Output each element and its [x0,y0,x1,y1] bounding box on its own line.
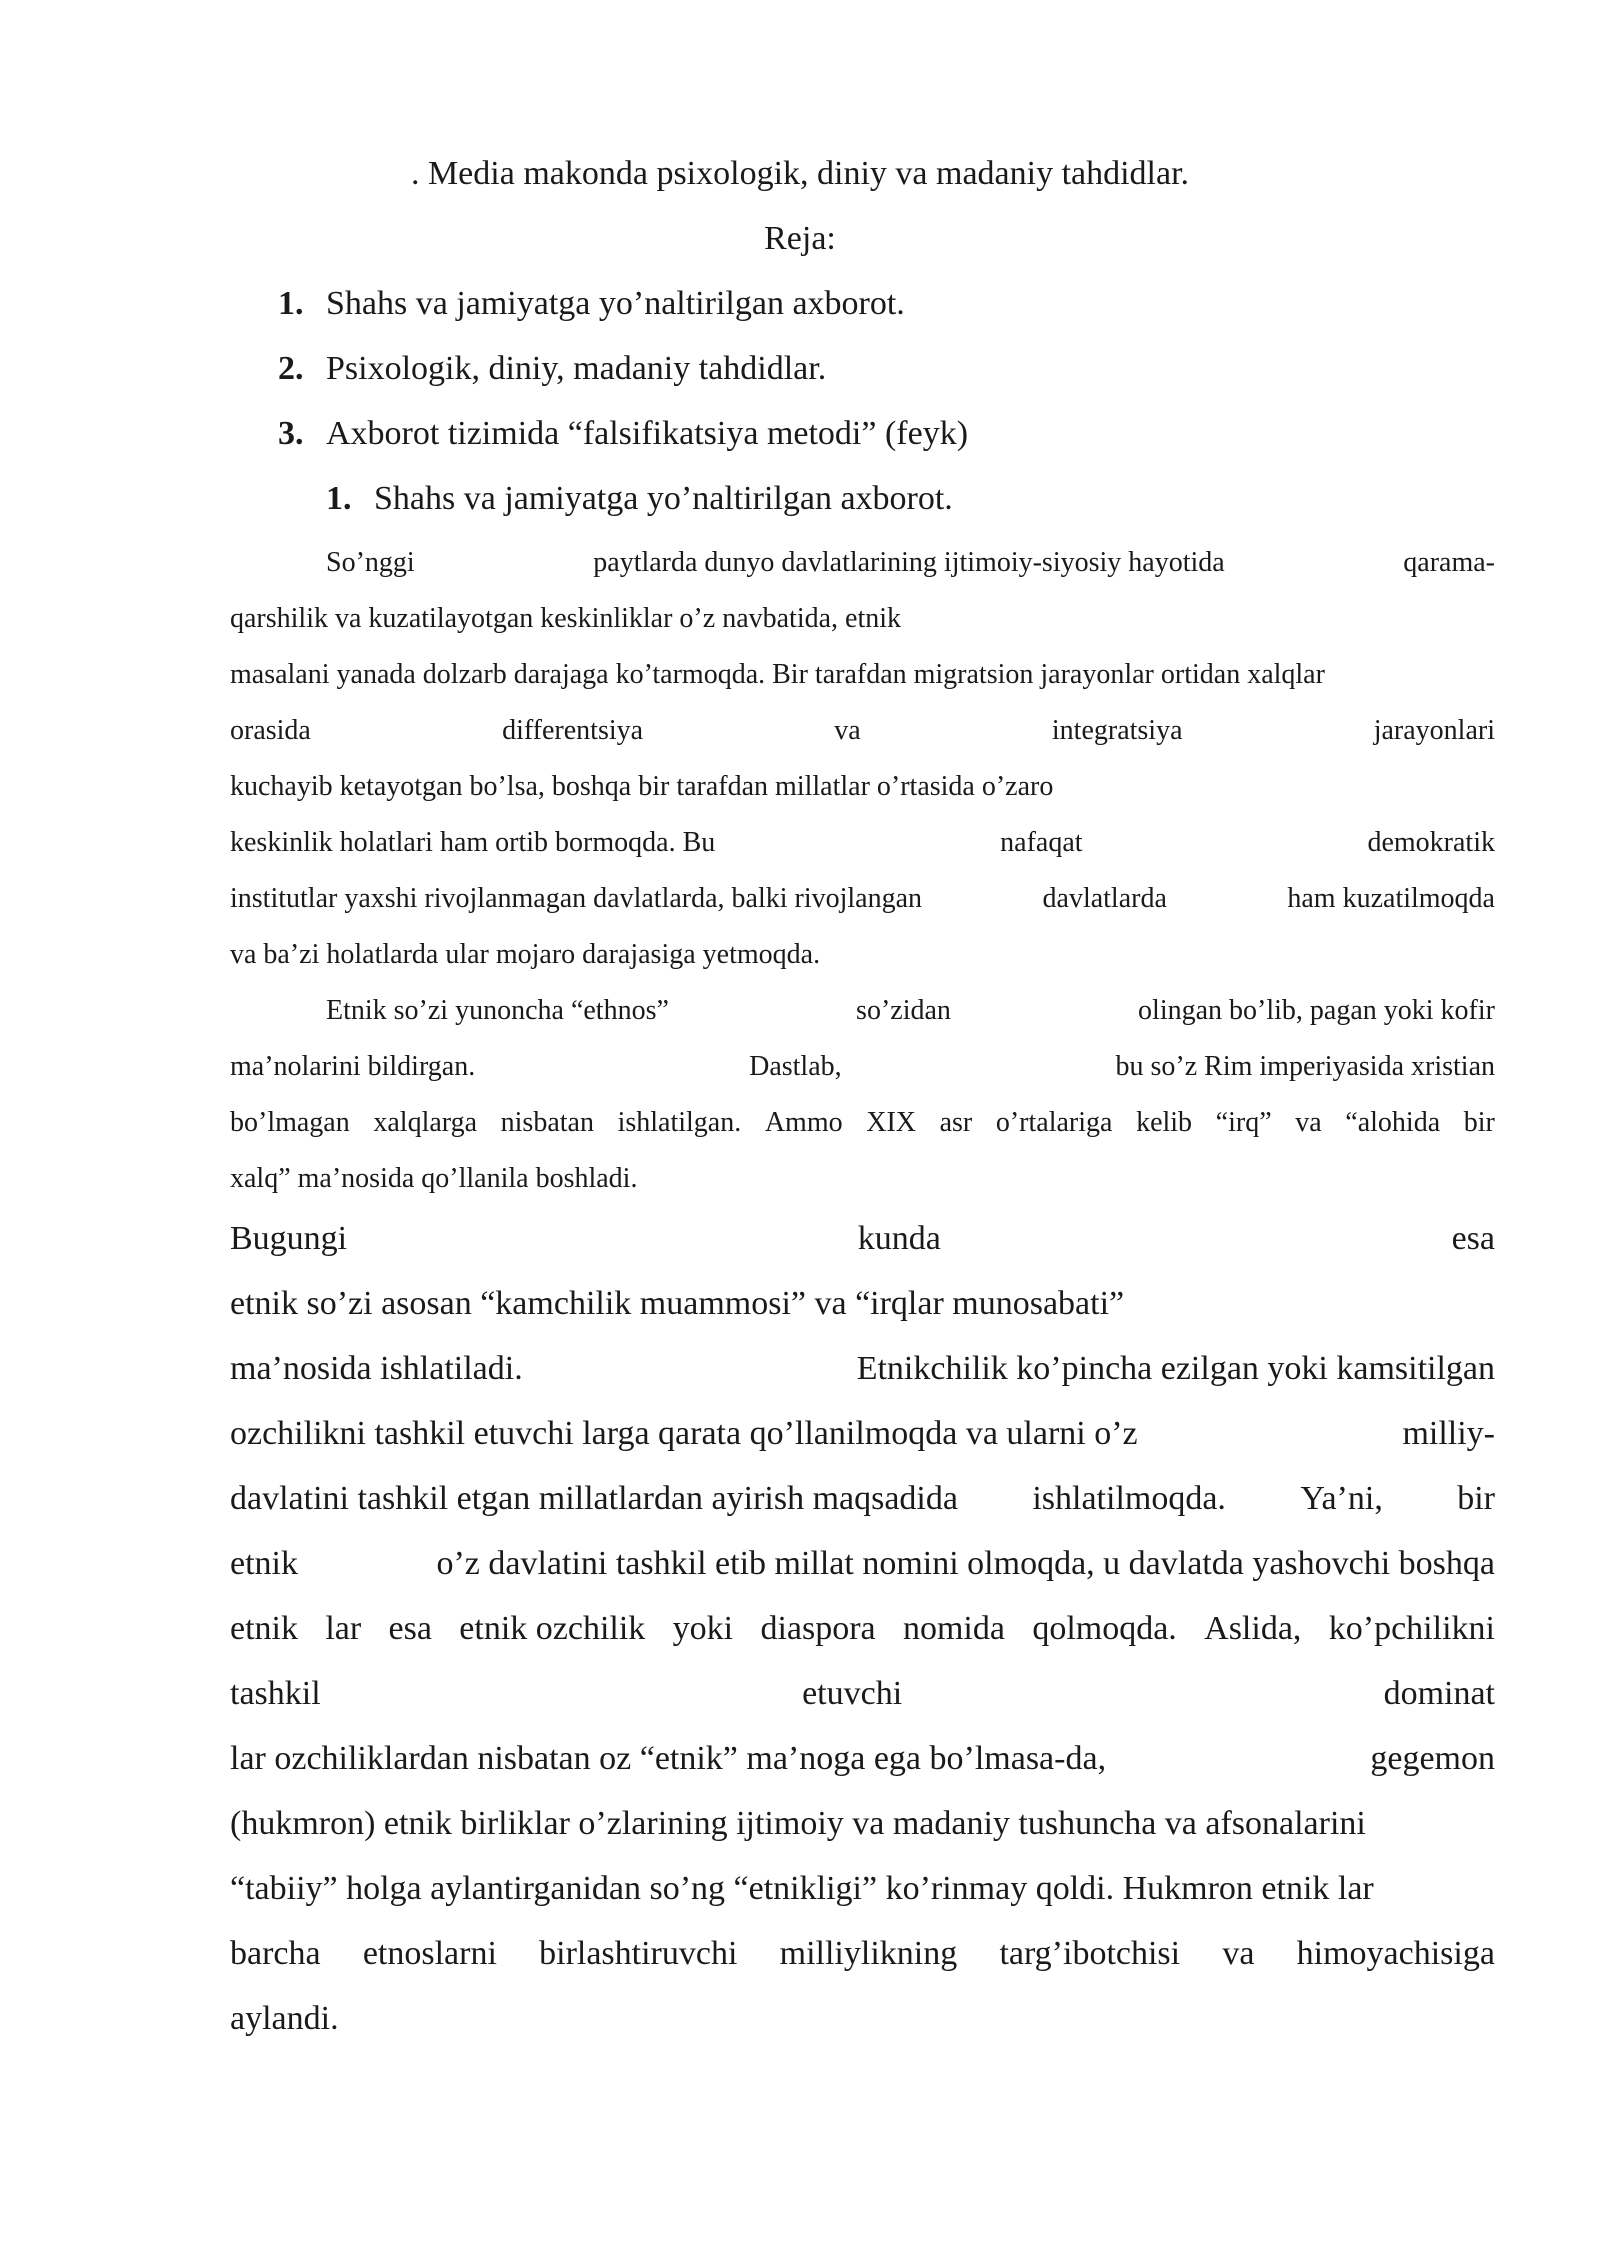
p3-line-8: tashkil etuvchi dominat [230,1675,1495,1712]
p1-line-7: institutlar yaxshi rivojlanmagan davlatlarda, balki rivojlangan davlatlarda ham kuzatilmoqda [230,883,1495,914]
p3-line-3: ma’nosida ishlatiladi. Etnikchilik ko’pincha ezilgan yoki kamsitilgan [230,1350,1495,1387]
p3-line-10: (hukmron) etnik birliklar o’zlarining ijtimoiy va madaniy tushuncha va afsonalarini [230,1805,1366,1842]
p3-line-5: davlatini tashkil etgan millatlardan ayirish maqsadida ishlatilmoqda. Ya’ni, bir [230,1480,1495,1517]
p2-line-4: xalq” ma’nosida qo’llanila boshladi. [230,1163,638,1194]
p1-line-5: kuchayib ketayotgan bo’lsa, boshqa bir tarafdan millatlar o’rtasida o’zaro [230,771,1054,802]
plan-item-1: 1. Shahs va jamiyatga yo’naltirilgan axborot. [278,285,905,322]
plan-item-3: 3. Axborot tizimida “falsifikatsiya metodi” (feyk) [278,415,969,452]
p3-line-13: aylandi. [230,2000,339,2037]
p1-line-1: So’nggi paytlarda dunyo davlatlarining ijtimoiy-siyosiy hayotida qarama- [326,547,1495,578]
p1-line-3: masalani yanada dolzarb darajaga ko’tarmoqda. Bir tarafdan migratsion jarayonlar ortidan xalqlar [230,659,1325,690]
p2-line-2: ma’nolarini bildirgan. Dastlab, bu so’z Rim imperiyasida xristian [230,1051,1495,1082]
p2-line-1: Etnik so’zi yunoncha “ethnos” so’zidan olingan bo’lib, pagan yoki kofir [326,995,1495,1026]
plan-item-2: 2. Psixologik, diniy, madaniy tahdidlar. [278,350,827,387]
p3-line-9: lar ozchiliklardan nisbatan oz “etnik” ma’noga ega bo’lmasa-da, gegemon [230,1740,1495,1777]
p3-line-6: etnik o’z davlatini tashkil etib millat nomini olmoqda, u davlatda yashovchi boshqa [230,1545,1495,1582]
p1-line-6: keskinlik holatlari ham ortib bormoqda. Bu nafaqat demokratik [230,827,1495,858]
p1-line-4: orasida differentsiya va integratsiya jarayonlari [230,715,1495,746]
p3-line-7: etnik lar esa etnik ozchilik yoki diaspora nomida qolmoqda. Aslida, ko’pchilikni [230,1610,1495,1647]
p3-line-12: barcha etnoslarni birlashtiruvchi milliylikning targ’ibotchisi va himoyachisiga [230,1935,1495,1972]
document-title: . Media makonda psixologik, diniy va madaniy tahdidlar. [410,155,1190,192]
p3-line-4: ozchilikni tashkil etuvchi larga qarata qo’llanilmoqda va ularni o’z milliy- [230,1415,1495,1452]
p2-line-3: bo’lmagan xalqlarga nisbatan ishlatilgan. Ammo XIX asr o’rtalariga kelib “irq” va “alohida bir [230,1107,1495,1138]
plan-label: Reja: [764,220,836,257]
p3-line-11: “tabiiy” holga aylantirganidan so’ng “etnikligi” ko’rinmay qoldi. Hukmron etnik lar [230,1870,1374,1907]
p3-line-2: etnik so’zi asosan “kamchilik muammosi” va “irqlar munosabati” [230,1285,1125,1322]
p1-line-2: qarshilik va kuzatilayotgan keskinliklar o’z navbatida, etnik [230,603,902,634]
section-heading: 1. Shahs va jamiyatga yo’naltirilgan axborot. [326,480,953,517]
p3-line-1: Bugungi kunda esa [230,1220,1495,1257]
p1-line-8: va ba’zi holatlarda ular mojaro darajasiga yetmoqda. [230,939,821,970]
